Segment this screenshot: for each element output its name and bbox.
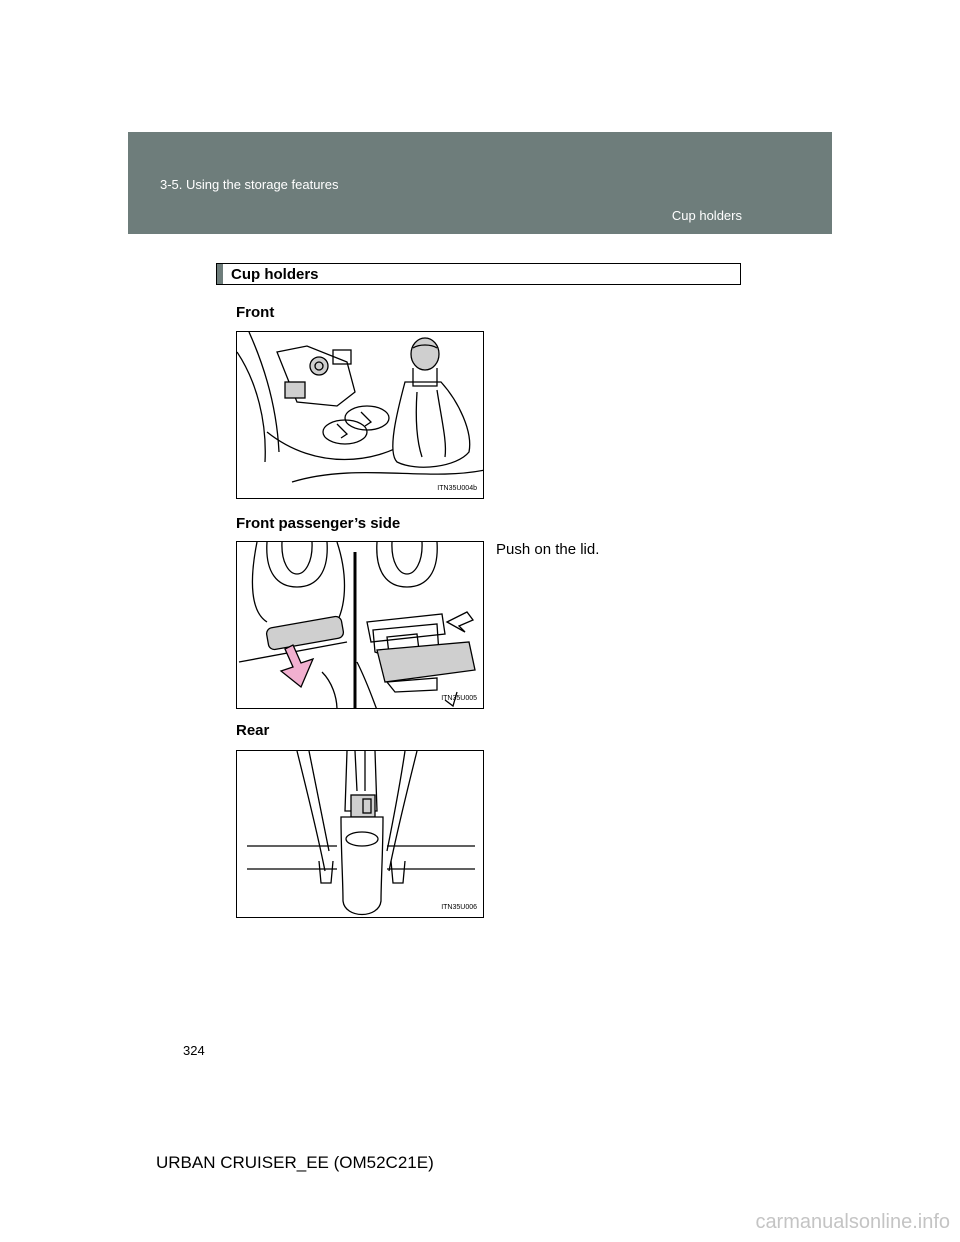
heading-box	[216, 263, 741, 285]
page-heading: Cup holders	[231, 266, 319, 283]
rear-label: Rear	[236, 722, 270, 739]
front-passenger-side-label: Front passenger’s side	[236, 515, 401, 532]
document-footer: URBAN CRUISER_EE (OM52C21E)	[156, 1153, 434, 1172]
instruction-text: Push on the lid.	[496, 541, 600, 558]
front-cup-holder-illustration	[236, 331, 484, 499]
front-console-drawing	[237, 332, 484, 499]
figure-code: ITN35U006	[441, 904, 477, 911]
rear-console-drawing	[237, 751, 484, 918]
page-number: 324	[183, 1043, 205, 1058]
section-title: 3-5. Using the storage features	[160, 177, 339, 192]
figure-code: ITN35U005	[441, 695, 477, 702]
section-header	[128, 132, 832, 234]
passenger-cup-holder-drawing	[237, 542, 484, 709]
front-passenger-cup-holder-illustration	[236, 541, 484, 709]
front-label: Front	[236, 304, 275, 321]
figure-code: ITN35U004b	[437, 485, 477, 492]
watermark: carmanualsonline.info	[755, 1211, 950, 1233]
rear-cup-holder-illustration	[236, 750, 484, 918]
heading-accent-bar	[217, 264, 223, 284]
subsection-title: Cup holders	[671, 208, 742, 223]
